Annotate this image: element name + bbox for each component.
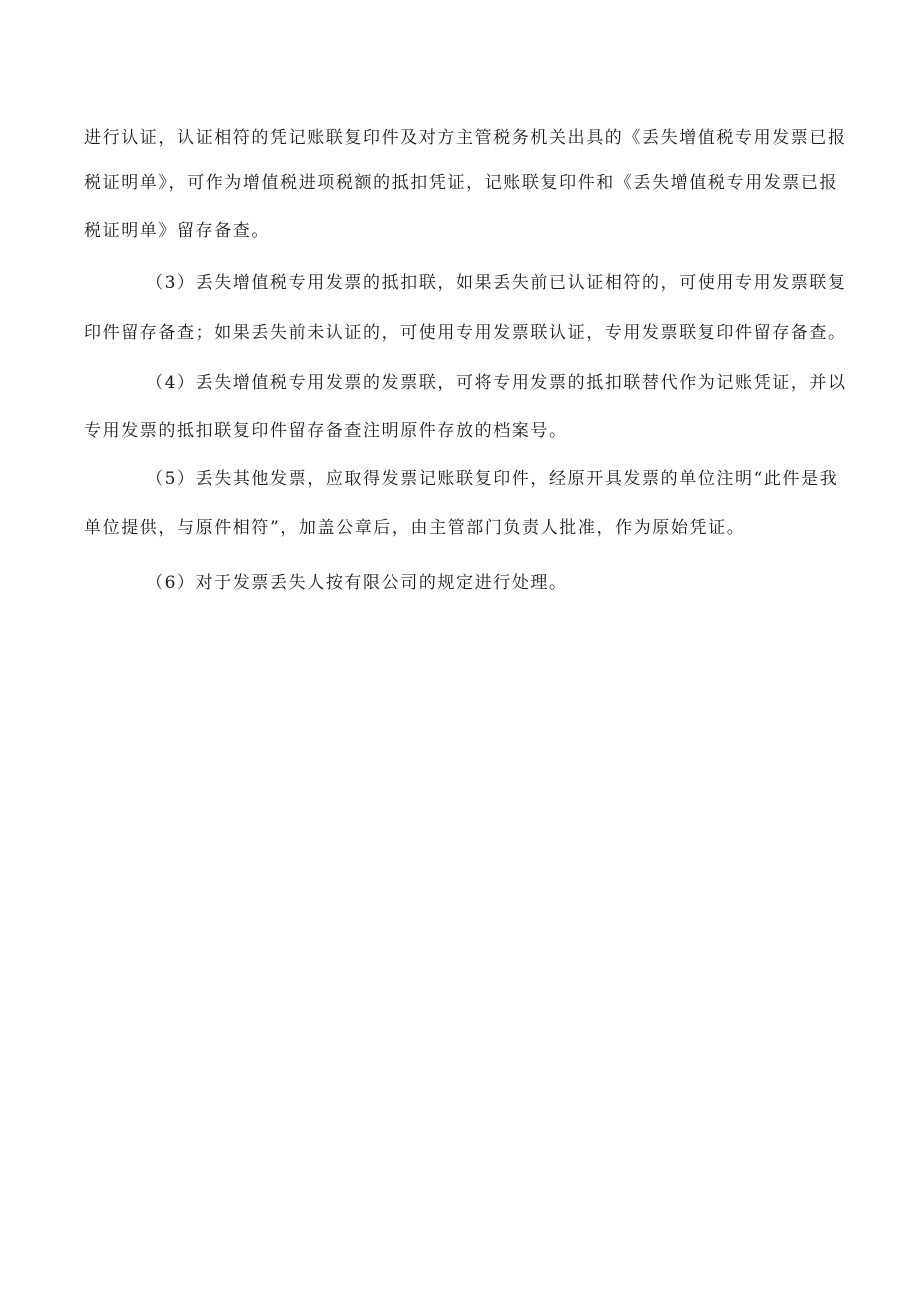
list-item-6-line: （6）对于发票丢失人按有限公司的规定进行处理。 xyxy=(146,573,568,593)
paragraph-line: 进行认证，认证相符的凭记账联复印件及对方主管税务机关出具的《丢失增值税专用发票已报 xyxy=(84,128,847,148)
paragraph-line: 税证明单》留存备查。 xyxy=(84,221,270,241)
paragraph-line: 单位提供，与原件相符”，加盖公章后，由主管部门负责人批准，作为原始凭证。 xyxy=(84,518,746,538)
paragraph-line: 专用发票的抵扣联复印件留存备查注明原件存放的档案号。 xyxy=(84,421,568,441)
paragraph-line: 印件留存备查；如果丢失前未认证的，可使用专用发票联认证，专用发票联复印件留存备查。 xyxy=(84,323,847,343)
list-item-4-line: （4）丢失增值税专用发票的发票联，可将专用发票的抵扣联替代作为记账凭证，并以 xyxy=(146,373,847,393)
list-item-5-line: （5）丢失其他发票，应取得发票记账联复印件，经原开具发票的单位注明“此件是我 xyxy=(146,469,839,489)
list-item-3-line: （3）丢失增值税专用发票的抵扣联，如果丢失前已认证相符的，可使用专用发票联复 xyxy=(146,273,847,293)
paragraph-line: 税证明单》，可作为增值税进项税额的抵扣凭证，记账联复印件和《丢失增值税专用发票已报 xyxy=(84,173,839,193)
